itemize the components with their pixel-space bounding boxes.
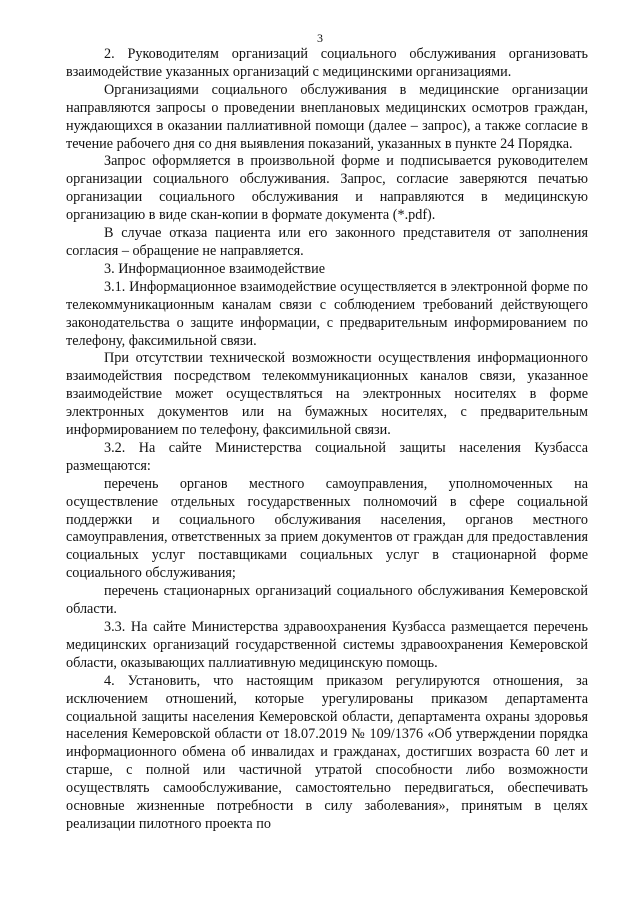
- paragraph-3-1: 3.1. Информационное взаимодействие осуществляется в электронной форме по телекоммуникационным каналам связи с соблюдением требований действующего законодательства о защите информации, с предварительным информированием по телефону, факсимильной связи.: [66, 278, 588, 349]
- document-body: [66, 46, 588, 834]
- paragraph-refusal: В случае отказа пациента или его законного представителя от заполнения согласия – обращение не направляется.: [66, 225, 588, 259]
- paragraph-3-2: 3.2. На сайте Министерства социальной защиты населения Кузбасса размещаются:: [66, 439, 588, 474]
- paragraph-request-form: Запрос оформляется в произвольной форме и подписывается руководителем организации социального обслуживания. Запрос, согласие заверяются печатью организации социального обслуживания и направляются в медицинскую организацию в виде скан-копии в формате документа (*.pdf).: [66, 153, 588, 224]
- paragraph-requests: Организациями социального обслуживания в медицинские организации направляются запросы о проведении внеплановых медицинских осмотров граждан, нуждающихся в оказании паллиативной помощи (далее – запрос), а также согласие в течение рабочего дня со дня выявления показаний, указанных в пункте 24 Порядка.: [66, 81, 588, 152]
- paragraph-item-4: 4. Установить, что настоящим приказом регулируются отношения, за исключением отношений, которые урегулированы приказом департамента социальной защиты населения Кемеровской области, департамента охраны здоровья населения Кемеровской области от 18.07.2019 № 109/1376 «Об утверждении порядка информационного обмена об инвалидах и гражданах, достигших возраста 60 лет и старше, с полной или частичной утратой способности либо возможности осуществлять самообслуживание, самостоятельно передвигаться, обеспечивать основные жизненные потребности в силу заболевания», принятым в целях реализации пилотного проекта по: [66, 672, 588, 832]
- paragraph-no-technical: При отсутствии технической возможности осуществления информационного взаимодействия посредством телекоммуникационных каналов связи, указанное взаимодействие может осуществляться на электронных носителях в форме электронных документов или на бумажных носителях, с предварительным информированием по телефону, факсимильной связи.: [66, 350, 588, 439]
- paragraph-item-2: 2. Руководителям организаций социального обслуживания организовать взаимодействие указанных организаций с медицинскими организациями.: [66, 46, 588, 80]
- page-number: 3: [317, 31, 323, 45]
- paragraph-3-3: 3.3. На сайте Министерства здравоохранения Кузбасса размещается перечень медицинских организаций государственной системы здравоохранения Кемеровской области, оказывающих паллиативную медицинскую помощь.: [66, 619, 588, 671]
- paragraph-list-local-bodies: перечень органов местного самоуправления, уполномоченных на осуществление отдельных государственных полномочий в сфере социальной поддержки и социального обслуживания населения, органов местного самоуправления, ответственных за прием документов от граждан для предоставления социальных услуг поставщиками социальных услуг в стационарной форме социального обслуживания;: [66, 475, 588, 582]
- section-heading-3: 3. Информационное взаимодействие: [104, 260, 325, 277]
- paragraph-list-stationary: перечень стационарных организаций социального обслуживания Кемеровской области.: [66, 583, 588, 618]
